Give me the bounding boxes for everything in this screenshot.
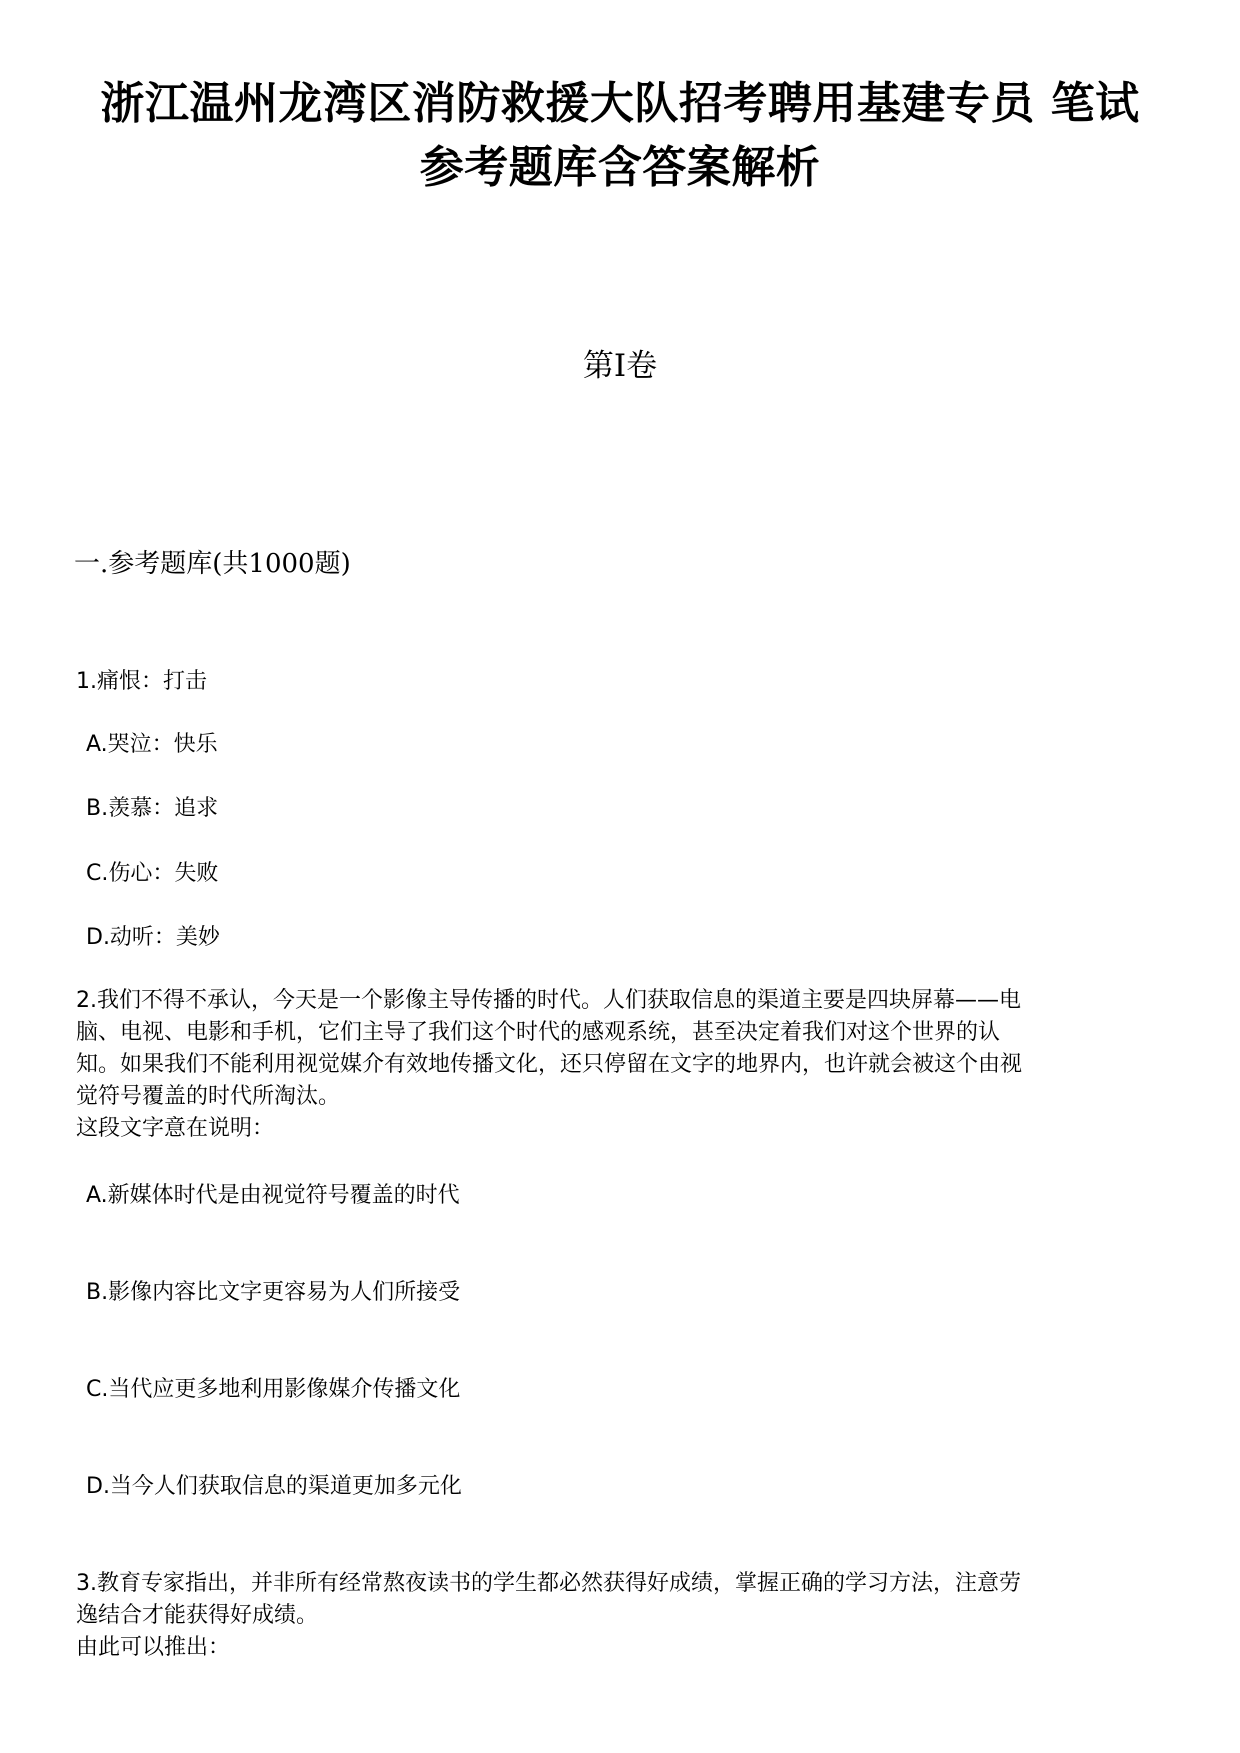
document-title-line-1: 浙江温州龙湾区消防救援大队招考聘用基建专员 笔试 bbox=[100, 78, 1140, 129]
document-title bbox=[60, 72, 1180, 200]
question-1-option-a: A.哭泣：快乐 bbox=[86, 732, 218, 757]
question-2-option-a: A.新媒体时代是由视觉符号覆盖的时代 bbox=[86, 1183, 460, 1208]
question-2-stem-line-1: 2.我们不得不承认，今天是一个影像主导传播的时代。人们获取信息的渠道主要是四块屏幕——电 bbox=[76, 988, 1021, 1013]
question-2-option-d: D.当今人们获取信息的渠道更加多元化 bbox=[86, 1474, 462, 1499]
question-2-stem-line-2: 脑、电视、电影和手机，它们主导了我们这个时代的感观系统，甚至决定着我们对这个世界的认 bbox=[76, 1020, 1001, 1045]
question-1-stem: 1.痛恨：打击 bbox=[76, 669, 207, 694]
question-1-option-c: C.伤心：失败 bbox=[86, 861, 219, 886]
volume-title: 第Ⅰ卷 bbox=[582, 348, 658, 384]
question-2-stem-line-3: 知。如果我们不能利用视觉媒介有效地传播文化，还只停留在文字的地界内，也许就会被这个由视 bbox=[76, 1052, 1023, 1077]
question-2-option-c: C.当代应更多地利用影像媒介传播文化 bbox=[86, 1377, 461, 1402]
question-3-stem-line-1: 3.教育专家指出，并非所有经常熬夜读书的学生都必然获得好成绩，掌握正确的学习方法，注意劳 bbox=[76, 1571, 1021, 1596]
question-2-stem-line-4: 觉符号覆盖的时代所淘汰。 bbox=[76, 1084, 341, 1109]
question-2-option-b: B.影像内容比文字更容易为人们所接受 bbox=[86, 1280, 461, 1305]
question-1-option-d: D.动听：美妙 bbox=[86, 925, 220, 950]
question-1-option-b: B.羡慕：追求 bbox=[86, 796, 219, 821]
question-3-stem-line-2: 逸结合才能获得好成绩。 bbox=[76, 1603, 319, 1628]
document-title-line-2: 参考题库含答案解析 bbox=[419, 142, 821, 193]
section-heading: 一.参考题库(共1000题) bbox=[74, 549, 351, 579]
question-2-prompt: 这段文字意在说明： bbox=[76, 1116, 275, 1141]
question-3-prompt: 由此可以推出： bbox=[76, 1635, 231, 1660]
